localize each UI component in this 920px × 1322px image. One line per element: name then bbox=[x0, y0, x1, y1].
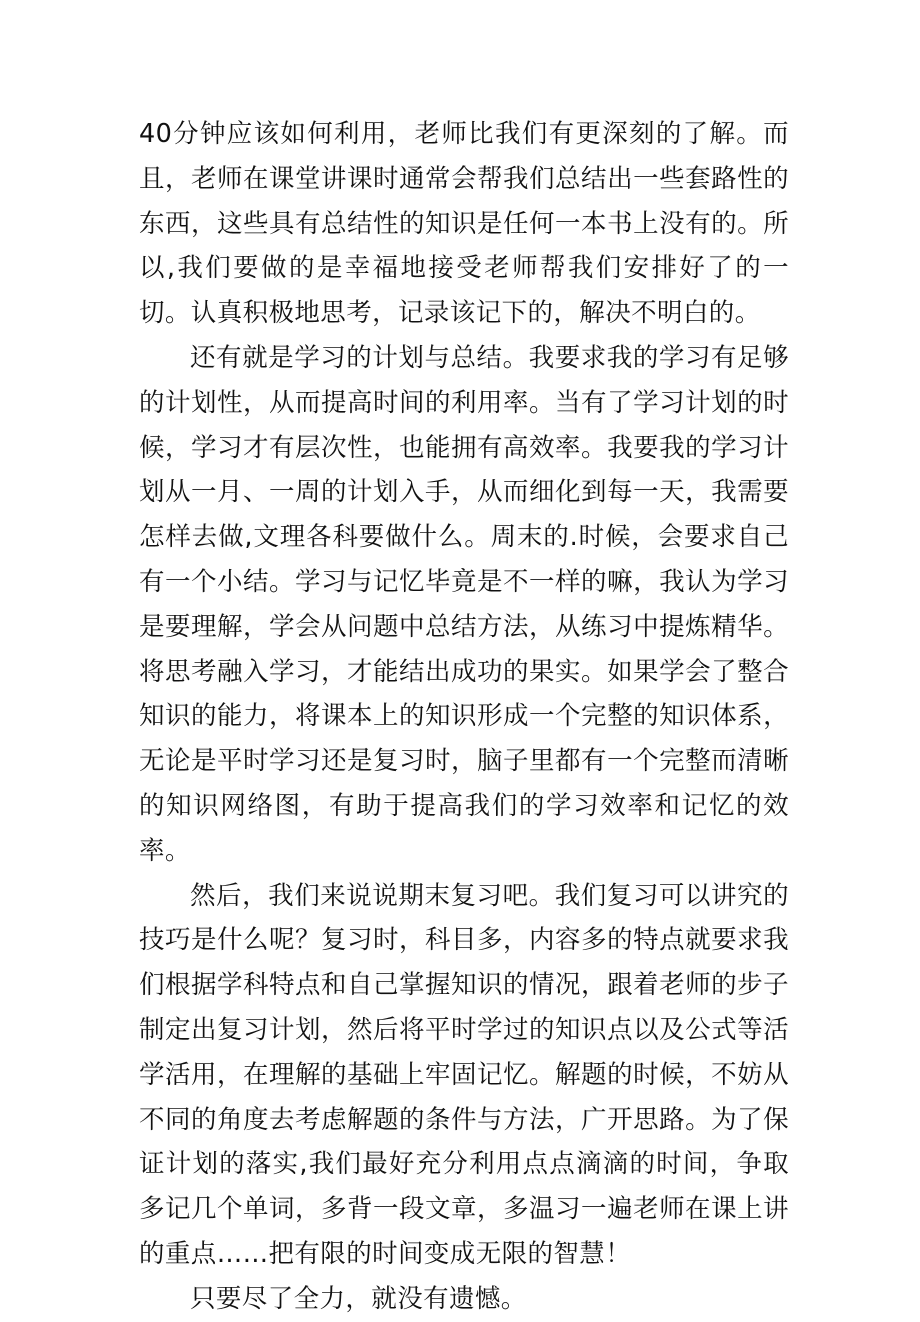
paragraph-2: 还有就是学习的计划与总结。我要求我的学习有足够的计划性，从而提高时间的利用率。当有了学习计划的时候，学习才有层次性，也能拥有高效率。我要我的学习计划从一月、一周的计划入手，从而细化到每一天，我需要怎样去做,文理各科要做什么。周末的.时候，会要求自己有一个小结。学习与记忆毕竟是不一样的嘛，我认为学习是要理解，学会从问题中总结方法，从练习中提炼精华。将思考融入学习，才能结出成功的果实。如果学会了整合知识的能力，将课本上的知识形成一个完整的知识体系，无论是平时学习还是复习时，脑子里都有一个完整而清晰的知识网络图，有助于提高我们的学习效率和记忆的效率。 bbox=[139, 342, 789, 866]
paragraph-1: 40分钟应该如何利用，老师比我们有更深刻的了解。而且，老师在课堂讲课时通常会帮我们总结出一些套路性的东西，这些具有总结性的知识是任何一本书上没有的。所以,我们要做的是幸福地接受老师帮我们安排好了的一切。认真积极地思考，记录该记下的，解决不明白的。 bbox=[139, 119, 789, 329]
document-body bbox=[139, 112, 789, 1322]
paragraph-4: 只要尽了全力，就没有遗憾。 bbox=[190, 1283, 527, 1314]
paragraph-3: 然后，我们来说说期末复习吧。我们复习可以讲究的技巧是什么呢？复习时，科目多，内容多的特点就要求我们根据学科特点和自己掌握知识的情况，跟着老师的步子制定出复习计划，然后将平时学过的知识点以及公式等活学活用，在理解的基础上牢固记忆。解题的时候，不妨从不同的角度去考虑解题的条件与方法，广开思路。为了保证计划的落实,我们最好充分利用点点滴滴的时间，争取多记几个单词，多背一段文章，多温习一遍老师在课上讲的重点……把有限的时间变成无限的智慧！ bbox=[139, 880, 789, 1269]
